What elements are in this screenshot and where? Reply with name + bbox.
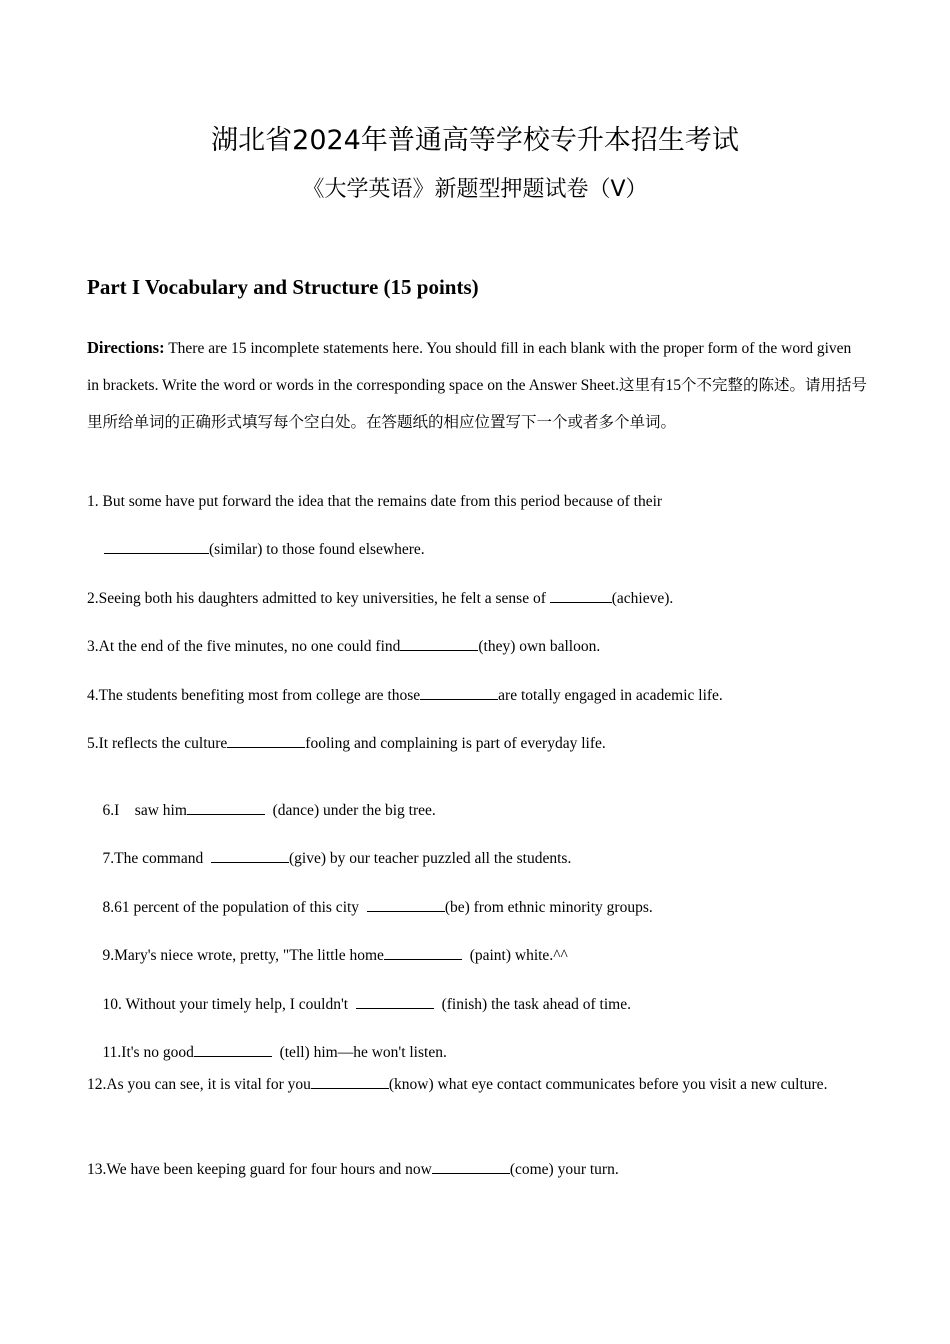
question-5 [87,735,606,753]
question-4 [87,687,723,705]
answer-blank[interactable] [187,802,265,815]
question-13 [87,1161,619,1179]
question-8 [87,881,653,935]
question-text: 6.I saw him [102,802,187,819]
directions [87,329,867,441]
question-12 [87,1066,867,1103]
question-3 [87,638,600,656]
answer-blank[interactable] [104,541,209,554]
question-text: 1. But some have put forward the idea that the remains date from this period because of their [87,493,663,510]
answer-blank[interactable] [311,1076,389,1089]
question-text: 5.It reflects the culture [87,735,228,752]
question-1 [87,493,662,511]
exam-title: 湖北省2024年普通高等学校专升本招生考试 [211,125,739,156]
answer-blank[interactable] [356,996,434,1009]
question-10 [87,978,631,1032]
question-text: (achieve). [611,590,674,607]
question-text: 11.It's no good [102,1044,194,1061]
question-2 [87,590,673,608]
question-text: 10. Without your timely help, I couldn't [102,996,356,1013]
question-9 [87,929,568,983]
question-text: (be) from ethnic minority groups. [444,899,653,916]
answer-blank[interactable] [194,1044,272,1057]
question-text: 7.The command [102,850,211,867]
question-text: 2.Seeing both his daughters admitted to key universities, he felt a sense of [87,590,550,607]
question-text: (finish) the task ahead of time. [433,996,631,1013]
answer-blank[interactable] [367,899,445,912]
question-text: (give) by our teacher puzzled all the students. [288,850,572,867]
question-text: are totally engaged in academic life. [498,687,723,704]
directions-label: Directions: [87,338,165,357]
question-text: 13.We have been keeping guard for four hours and now [87,1161,432,1178]
question-text: (dance) under the big tree. [264,802,436,819]
question-text: (paint) white.^^ [461,947,568,964]
answer-blank[interactable] [420,687,498,700]
question-1-continuation [87,541,425,559]
question-text: (tell) him—he won't listen. [271,1044,447,1061]
exam-subtitle: 《大学英语》新题型押题试卷（V） [302,177,648,202]
answer-blank[interactable] [550,590,612,603]
directions-text: There are 15 incomplete statements here. You should fill in each blank with the proper form of the word given in brackets. Write the word or words in the corresponding space on the Answer Sheet.这里有15个不完整的陈述。请用括号里所给单词的正确形式填写每个空白处。在答题纸的相应位置写下一个或者多个单词。 [87,340,867,431]
answer-blank[interactable] [211,850,289,863]
question-text: 8.61 percent of the population of this city [102,899,367,916]
question-7 [87,832,571,886]
question-text: (they) own balloon. [478,638,601,655]
question-text: 3.At the end of the five minutes, no one could find [87,638,401,655]
question-text: (similar) to those found elsewhere. [209,541,425,558]
question-text: 4.The students benefiting most from college are those [87,687,421,704]
answer-blank[interactable] [384,947,462,960]
answer-blank[interactable] [227,735,305,748]
question-text: 12.As you can see, it is vital for you [87,1076,311,1093]
question-text: (come) your turn. [509,1161,619,1178]
question-text: 9.Mary's niece wrote, pretty, "The little home [102,947,384,964]
answer-blank[interactable] [432,1161,510,1174]
question-text: fooling and complaining is part of everyday life. [305,735,606,752]
question-text: (know) what eye contact communicates before you visit a new culture. [388,1076,828,1093]
part-heading: Part I Vocabulary and Structure (15 points) [87,275,479,299]
question-6 [87,784,436,838]
answer-blank[interactable] [400,638,478,651]
